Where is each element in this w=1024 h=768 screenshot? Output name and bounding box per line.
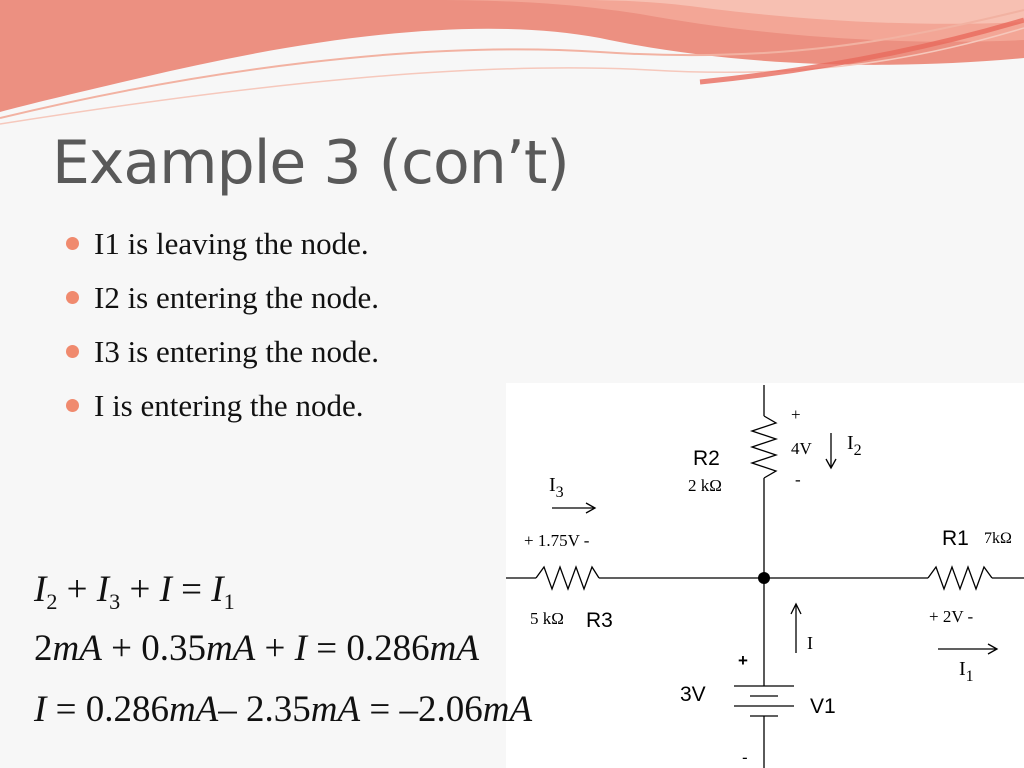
r1-voltage-label: + 2V - [929,607,974,626]
r2-value-label: 2 kΩ [688,476,722,495]
r3-voltage-label: + 1.75V - [524,531,590,550]
bullet-text: I1 is leaving the node. [94,226,369,261]
bullet-text: I2 is entering the node. [94,280,379,315]
i2-label: $I_2$ [847,432,862,459]
r2-plus-label: + [791,405,801,424]
circuit-diagram [506,383,1024,768]
node-dot-icon [758,572,770,584]
v1-name-label: V1 [810,695,836,718]
bullet-item [62,222,379,276]
i-current-label: I [807,633,813,653]
r2-minus-label: - [795,470,801,489]
arrow-up-icon [791,604,801,653]
r3-name-label: R3 [586,609,613,632]
bullet-text: I3 is entering the node. [94,334,379,369]
r2-name-label: R2 [693,447,720,470]
r3-resistor-icon [536,567,599,589]
arrow-down-icon [826,433,836,468]
v1-minus-label: - [742,748,748,767]
i1-label: $I_1$ [959,658,974,685]
slide-title: Example 3 (con’t) [52,128,569,198]
equation-kcl: $I_2 + I_3 + I = I_1$ [34,569,235,614]
bullet-dot-icon [66,345,79,358]
circuit-diagram-panel [506,383,1024,768]
bullet-item [62,330,379,384]
equation-substituted: 2mA + 0.35mA + I = 0.286mA [34,628,479,669]
arrow-right-icon [938,644,997,654]
bullet-item [62,384,379,438]
decorative-banner [0,0,1024,130]
v1-plus-label: + [738,651,748,670]
bullet-dot-icon [66,237,79,250]
equation-result: I = 0.286mA– 2.35mA = –2.06mA [34,689,533,730]
bullet-dot-icon [66,291,79,304]
r3-value-label: 5 kΩ [530,609,564,628]
r1-name-label: R1 [942,527,969,550]
r2-voltage-label: 4V [791,439,812,458]
r1-value-label: 7kΩ [984,530,1012,547]
bullet-list [62,222,379,438]
bullet-dot-icon [66,399,79,412]
bullet-item [62,276,379,330]
bullet-text: I is entering the node. [94,388,364,423]
r1-resistor-icon [928,567,992,589]
r2-resistor-icon [752,416,776,478]
i3-label: $I_3$ [549,474,564,501]
v1-value-label: 3V [680,683,706,706]
arrow-right-icon [552,503,595,513]
